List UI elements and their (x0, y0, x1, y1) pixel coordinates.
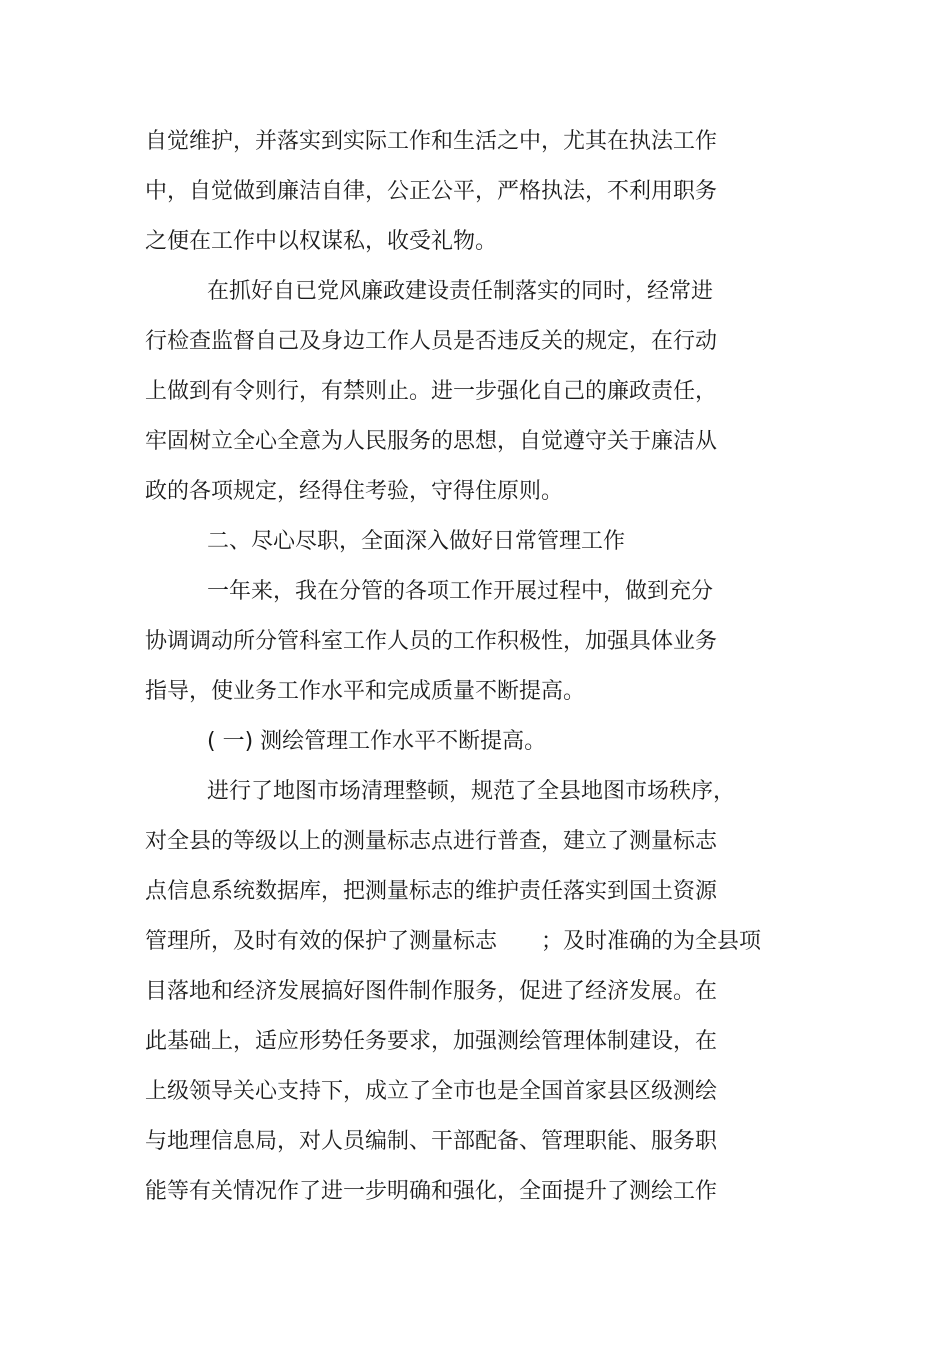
subsection-heading: ( 一) 测绘管理工作水平不断提高。 (207, 729, 547, 754)
paragraph-start-line: 进行了地图市场清理整顿，规范了全县地图市场秩序， (207, 779, 736, 804)
text-line: 此基础上，适应形势任务要求，加强测绘管理体制建设，在 (145, 1029, 718, 1054)
text-line: 能等有关情况作了进一步明确和强化，全面提升了测绘工作 (145, 1179, 718, 1204)
text-line: 上做到有令则行，有禁则止。进一步强化自己的廉政责任， (145, 379, 718, 404)
paragraph-start-line: 一年来，我在分管的各项工作开展过程中，做到充分 (207, 579, 714, 604)
text-line: 自觉维护，并落实到实际工作和生活之中，尤其在执法工作 (145, 129, 718, 154)
text-line: 管理所，及时有效的保护了测量标志 ；及时准确的为全县项 (145, 929, 762, 954)
text-line: 行检查监督自己及身边工作人员是否违反关的规定，在行动 (145, 329, 718, 354)
text-line: 对全县的等级以上的测量标志点进行普查，建立了测量标志 (145, 829, 718, 854)
text-line: 中，自觉做到廉洁自律，公正公平，严格执法，不利用职务 (145, 179, 718, 204)
text-line: 协调调动所分管科室工作人员的工作积极性，加强具体业务 (145, 629, 718, 654)
text-line: 点信息系统数据库，把测量标志的维护责任落实到国土资源 (145, 879, 718, 904)
section-heading: 二、尽心尽职，全面深入做好日常管理工作 (207, 529, 626, 554)
text-line: 目落地和经济发展搞好图件制作服务，促进了经济发展。在 (145, 979, 718, 1004)
text-line: 上级领导关心支持下，成立了全市也是全国首家县区级测绘 (145, 1079, 718, 1104)
text-line: 指导，使业务工作水平和完成质量不断提高。 (145, 679, 586, 704)
paragraph-start-line: 在抓好自已党风廉政建设责任制落实的同时，经常进 (207, 279, 714, 304)
text-line: 政的各项规定，经得住考验，守得住原则。 (145, 479, 564, 504)
text-line: 牢固树立全心全意为人民服务的思想，自觉遵守关于廉洁从 (145, 429, 718, 454)
text-line: 与地理信息局，对人员编制、干部配备、管理职能、服务职 (145, 1129, 718, 1154)
text-line: 之便在工作中以权谋私，收受礼物。 (145, 229, 498, 254)
